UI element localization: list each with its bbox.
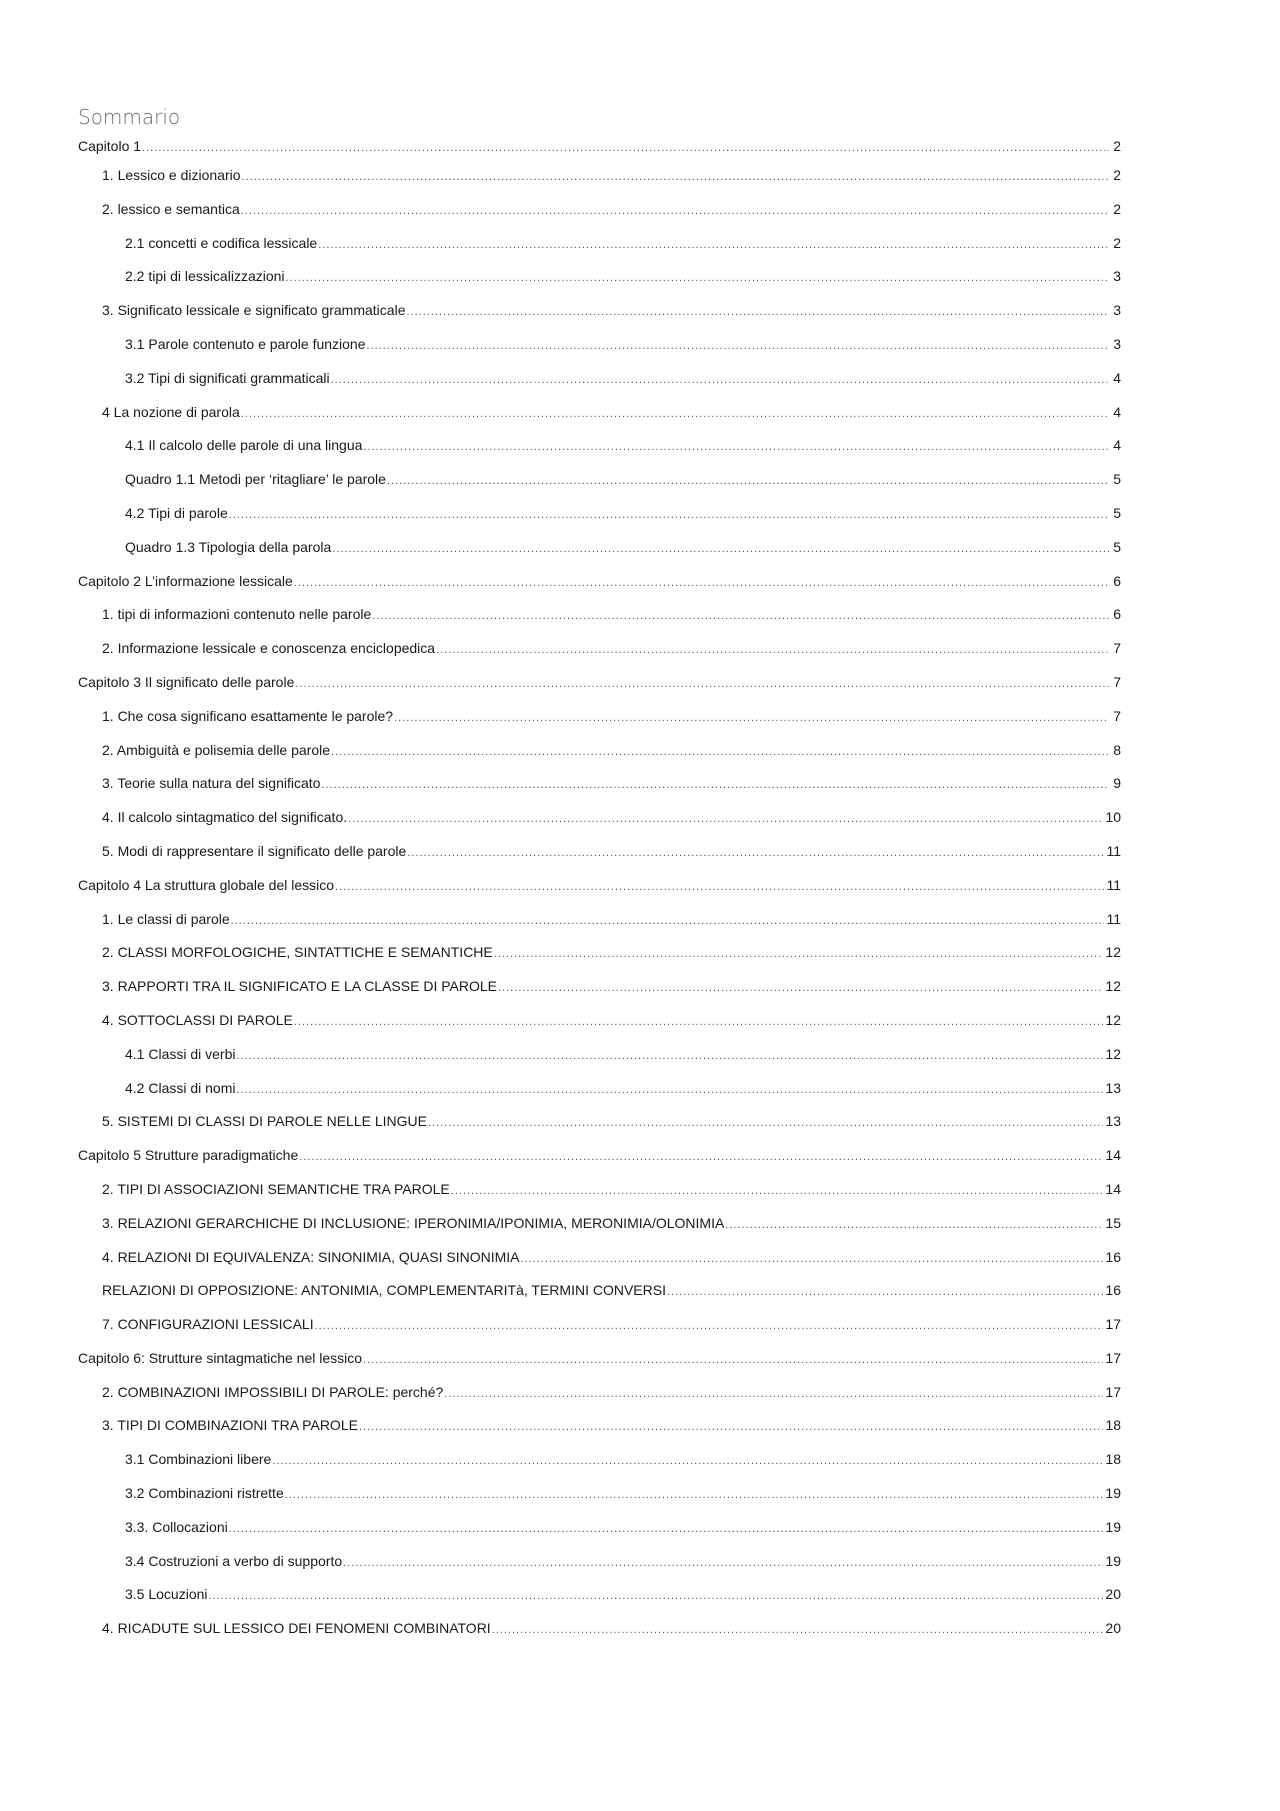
toc-dot-leader — [494, 944, 1104, 964]
toc-entry-label[interactable]: 3. TIPI DI COMBINAZIONI TRA PAROLE — [102, 1417, 358, 1434]
toc-dot-leader — [315, 1316, 1104, 1336]
toc-entry-page-number[interactable]: 20 — [1105, 1586, 1121, 1603]
toc-entry-page-number[interactable]: 12 — [1105, 1045, 1121, 1062]
toc-entry-page-number[interactable]: 19 — [1105, 1485, 1121, 1502]
toc-entry[interactable] — [78, 706, 1121, 740]
toc-entry-page-number[interactable]: 3 — [1113, 335, 1121, 352]
toc-entry[interactable] — [78, 1348, 1121, 1382]
toc-entry-label[interactable]: 3. RELAZIONI GERARCHICHE DI INCLUSIONE: IPERONIMIA/IPONIMIA, MERONIMIA/OLONIMIA — [102, 1214, 725, 1231]
toc-entry[interactable] — [78, 909, 1121, 943]
toc-dot-leader — [498, 978, 1103, 998]
toc-entry-page-number[interactable]: 17 — [1105, 1349, 1121, 1366]
toc-entry[interactable] — [78, 1213, 1121, 1247]
toc-dot-leader — [209, 1586, 1104, 1606]
toc-entry-page-number[interactable]: 6 — [1113, 606, 1121, 623]
toc-dot-leader — [335, 877, 1104, 897]
toc-entry-label[interactable]: 3. Significato lessicale e significato grammaticale — [102, 302, 406, 319]
toc-entry[interactable] — [78, 537, 1121, 571]
toc-entry-label[interactable]: 2.2 tipi di lessicalizzazioni — [125, 268, 285, 285]
toc-dot-leader — [348, 809, 1103, 829]
toc-dot-leader — [241, 404, 1109, 424]
toc-entry[interactable] — [78, 165, 1121, 199]
toc-entry-label[interactable]: 3. RAPPORTI TRA IL SIGNIFICATO E LA CLASSE DI PAROLE — [102, 978, 497, 995]
toc-entry-page-number[interactable]: 13 — [1105, 1113, 1121, 1130]
toc-entry[interactable] — [78, 773, 1121, 807]
toc-entry-page-number[interactable]: 2 — [1113, 234, 1121, 251]
toc-entry[interactable] — [78, 1314, 1121, 1348]
toc-entry-page-number[interactable]: 12 — [1105, 978, 1121, 995]
toc-entry-page-number[interactable]: 20 — [1105, 1620, 1121, 1637]
toc-dot-leader — [359, 1417, 1103, 1437]
toc-dot-leader — [241, 201, 1109, 221]
toc-entry[interactable] — [78, 402, 1121, 436]
toc-entry[interactable] — [78, 136, 1121, 165]
toc-title: Sommario — [78, 105, 181, 129]
toc-entry[interactable] — [78, 1111, 1121, 1145]
toc-dot-leader — [343, 1553, 1103, 1573]
toc-entry[interactable] — [78, 1179, 1121, 1213]
toc-dot-leader — [231, 911, 1105, 931]
toc-entry-page-number[interactable]: 14 — [1105, 1180, 1121, 1197]
toc-dot-leader — [294, 1012, 1104, 1032]
toc-dot-leader — [242, 167, 1109, 187]
toc-entry[interactable] — [78, 807, 1121, 841]
toc-entry-label[interactable]: 3.5 Locuzioni — [125, 1586, 208, 1603]
toc-dot-leader — [332, 539, 1109, 559]
toc-entry-page-number[interactable]: 2 — [1113, 138, 1121, 154]
toc-dot-leader — [367, 336, 1109, 356]
toc-dot-leader — [667, 1282, 1103, 1302]
toc-entry[interactable] — [78, 1618, 1121, 1652]
toc-entry-label[interactable]: Capitolo 6: Strutture sintagmatiche nel lessico — [78, 1349, 363, 1366]
toc-dot-leader — [520, 1249, 1103, 1269]
toc-entry[interactable] — [78, 435, 1121, 469]
toc-entry[interactable] — [78, 1517, 1121, 1551]
toc-entry[interactable] — [78, 1415, 1121, 1449]
toc-entry-page-number[interactable]: 14 — [1105, 1147, 1121, 1164]
toc-entry[interactable] — [78, 1145, 1121, 1179]
document-page — [78, 104, 1121, 1652]
toc-entry-page-number[interactable]: 19 — [1105, 1552, 1121, 1569]
toc-entry[interactable] — [78, 503, 1121, 537]
toc-entry-label[interactable]: 7. CONFIGURAZIONI LESSICALI — [102, 1316, 314, 1333]
toc-entry-page-number[interactable]: 16 — [1105, 1248, 1121, 1265]
toc-entry-label[interactable]: 3.1 Combinazioni libere — [125, 1451, 272, 1468]
toc-entry-label[interactable]: 1. Lessico e dizionario — [102, 167, 241, 183]
toc-dot-leader — [451, 1181, 1104, 1201]
toc-entry[interactable] — [78, 368, 1121, 402]
toc-entry[interactable] — [78, 199, 1121, 233]
toc-entry-label[interactable]: 5. SISTEMI DI CLASSI DI PAROLE NELLE LINGUE — [102, 1113, 427, 1130]
toc-entry-page-number[interactable]: 5 — [1113, 504, 1121, 521]
toc-entry[interactable] — [78, 1449, 1121, 1483]
toc-entry-label[interactable]: 1. Le classi di parole — [102, 910, 230, 927]
toc-entry-label[interactable]: 4.1 Classi di verbi — [125, 1045, 236, 1062]
toc-entry-page-number[interactable]: 2 — [1113, 200, 1121, 217]
toc-entry-label[interactable]: 4.1 Il calcolo delle parole di una lingua — [125, 437, 363, 454]
toc-entry-page-number[interactable]: 11 — [1106, 876, 1121, 893]
toc-entry[interactable] — [78, 1483, 1121, 1517]
toc-entry-label[interactable]: Quadro 1.3 Tipologia della parola — [125, 538, 332, 555]
toc-dot-leader — [237, 1080, 1104, 1100]
toc-dot-leader — [331, 370, 1109, 390]
toc-entry-label[interactable]: 3.4 Costruzioni a verbo di supporto — [125, 1552, 343, 1569]
toc-entry[interactable] — [78, 604, 1121, 638]
toc-entry-page-number[interactable]: 18 — [1105, 1451, 1121, 1468]
toc-dot-leader — [272, 1451, 1103, 1471]
toc-entry[interactable] — [78, 334, 1121, 368]
toc-entry[interactable] — [78, 1382, 1121, 1416]
toc-list — [78, 136, 1121, 1652]
toc-dot-leader — [286, 268, 1109, 288]
toc-dot-leader — [428, 1113, 1103, 1133]
toc-entry-page-number[interactable]: 17 — [1105, 1316, 1121, 1333]
toc-entry-page-number[interactable]: 5 — [1113, 538, 1121, 555]
toc-entry-page-number[interactable]: 15 — [1105, 1214, 1121, 1231]
toc-entry-label[interactable]: 3.2 Combinazioni ristrette — [125, 1485, 284, 1502]
toc-entry-page-number[interactable]: 11 — [1106, 910, 1121, 927]
toc-entry[interactable] — [78, 469, 1121, 503]
toc-entry[interactable] — [78, 1247, 1121, 1281]
toc-entry-page-number[interactable]: 8 — [1113, 741, 1121, 758]
toc-entry-page-number[interactable]: 12 — [1105, 944, 1121, 961]
toc-entry-page-number[interactable]: 19 — [1105, 1518, 1121, 1535]
toc-dot-leader — [294, 573, 1109, 593]
toc-dot-leader — [295, 674, 1109, 694]
toc-entry-label[interactable]: 4. SOTTOCLASSI DI PAROLE — [102, 1011, 293, 1028]
toc-entry-label[interactable]: 2. CLASSI MORFOLOGICHE, SINTATTICHE E SEMANTICHE — [102, 944, 493, 961]
toc-entry-page-number[interactable]: 10 — [1105, 809, 1121, 826]
toc-entry[interactable] — [78, 1551, 1121, 1585]
toc-dot-leader — [407, 843, 1104, 863]
toc-entry-page-number[interactable]: 9 — [1113, 775, 1121, 792]
toc-dot-leader — [492, 1620, 1104, 1640]
toc-entry-label[interactable]: 4. Il calcolo sintagmatico del significato. — [102, 809, 348, 826]
toc-dot-leader — [318, 235, 1109, 255]
toc-entry-label[interactable]: 4. RICADUTE SUL LESSICO DEI FENOMENI COMBINATORI — [102, 1620, 491, 1637]
toc-entry-page-number[interactable]: 7 — [1113, 673, 1121, 690]
toc-dot-leader — [406, 302, 1109, 322]
toc-entry-page-number[interactable]: 3 — [1113, 302, 1121, 319]
toc-entry-page-number[interactable]: 2 — [1113, 167, 1121, 183]
toc-entry-label[interactable]: 4. RELAZIONI DI EQUIVALENZA: SINONIMIA, QUASI SINONIMIA — [102, 1248, 520, 1265]
toc-entry-label[interactable]: 3. Teorie sulla natura del significato — [102, 775, 321, 792]
toc-dot-leader — [237, 1046, 1104, 1066]
toc-entry-page-number[interactable]: 7 — [1113, 707, 1121, 724]
toc-entry[interactable] — [78, 740, 1121, 774]
toc-dot-leader — [299, 1147, 1103, 1167]
toc-entry-label[interactable]: 3.3. Collocazioni — [125, 1518, 228, 1535]
toc-entry[interactable] — [78, 638, 1121, 672]
toc-entry-label[interactable]: 2. lessico e semantica — [102, 200, 240, 217]
toc-entry-page-number[interactable]: 18 — [1105, 1417, 1121, 1434]
toc-entry-page-number[interactable]: 16 — [1105, 1282, 1121, 1299]
toc-entry[interactable] — [78, 1280, 1121, 1314]
toc-entry-page-number[interactable]: 4 — [1113, 403, 1121, 420]
toc-entry-label[interactable]: Capitolo 2 L’informazione lessicale — [78, 572, 293, 589]
toc-entry-label[interactable]: Capitolo 3 Il significato delle parole — [78, 673, 295, 690]
toc-entry[interactable] — [78, 841, 1121, 875]
toc-entry[interactable] — [78, 300, 1121, 334]
toc-dot-leader — [229, 505, 1109, 525]
toc-entry-label[interactable]: 3.1 Parole contenuto e parole funzione — [125, 335, 366, 352]
toc-entry-page-number[interactable]: 4 — [1113, 369, 1121, 386]
toc-dot-leader — [331, 742, 1109, 762]
toc-entry-label[interactable]: 2.1 concetti e codifica lessicale — [125, 234, 318, 251]
toc-entry[interactable] — [78, 875, 1121, 909]
toc-entry-label[interactable]: 4 La nozione di parola — [102, 403, 240, 420]
toc-dot-leader — [394, 708, 1109, 728]
toc-entry-page-number[interactable]: 12 — [1105, 1011, 1121, 1028]
toc-entry[interactable] — [78, 1584, 1121, 1618]
toc-dot-leader — [229, 1519, 1104, 1539]
toc-entry-page-number[interactable]: 13 — [1105, 1079, 1121, 1096]
toc-entry-page-number[interactable]: 4 — [1113, 437, 1121, 454]
toc-entry[interactable] — [78, 672, 1121, 706]
toc-entry-label[interactable]: 2. TIPI DI ASSOCIAZIONI SEMANTICHE TRA PAROLE — [102, 1180, 450, 1197]
toc-entry-label[interactable]: 1. tipi di informazioni contenuto nelle parole — [102, 606, 372, 623]
toc-dot-leader — [436, 640, 1109, 660]
toc-entry-page-number[interactable]: 11 — [1106, 842, 1121, 859]
toc-entry-label[interactable]: 4.2 Tipi di parole — [125, 504, 228, 521]
toc-entry[interactable] — [78, 233, 1121, 267]
toc-dot-leader — [363, 437, 1109, 457]
toc-entry-label[interactable]: 2. Ambiguità e polisemia delle parole — [102, 741, 331, 758]
toc-entry[interactable] — [78, 976, 1121, 1010]
toc-entry-page-number[interactable]: 6 — [1113, 572, 1121, 589]
toc-entry[interactable] — [78, 1078, 1121, 1112]
toc-entry[interactable] — [78, 266, 1121, 300]
toc-entry-page-number[interactable]: 17 — [1105, 1383, 1121, 1400]
toc-entry-label[interactable]: 2. COMBINAZIONI IMPOSSIBILI DI PAROLE: perché? — [102, 1383, 444, 1400]
toc-entry[interactable] — [78, 1010, 1121, 1044]
toc-entry-page-number[interactable]: 3 — [1113, 268, 1121, 285]
toc-entry-label[interactable]: 1. Che cosa significano esattamente le parole? — [102, 707, 394, 724]
toc-entry[interactable] — [78, 1044, 1121, 1078]
toc-dot-leader — [142, 138, 1109, 158]
toc-dot-leader — [725, 1215, 1103, 1235]
toc-entry-label[interactable]: 4.2 Classi di nomi — [125, 1079, 236, 1096]
toc-entry-label[interactable]: 2. Informazione lessicale e conoscenza enciclopedica — [102, 640, 436, 657]
toc-dot-leader — [285, 1485, 1104, 1505]
toc-entry-label[interactable]: RELAZIONI DI OPPOSIZIONE: ANTONIMIA, COMPLEMENTARITà, TERMINI CONVERSI — [102, 1282, 666, 1299]
toc-entry-label[interactable]: 3.2 Tipi di significati grammaticali — [125, 369, 330, 386]
toc-entry[interactable] — [78, 942, 1121, 976]
toc-dot-leader — [372, 606, 1109, 626]
toc-dot-leader — [444, 1384, 1103, 1404]
toc-entry-label[interactable]: Capitolo 5 Strutture paradigmatiche — [78, 1147, 299, 1164]
toc-entry-page-number[interactable]: 7 — [1113, 640, 1121, 657]
toc-entry-page-number[interactable]: 5 — [1113, 471, 1121, 488]
toc-dot-leader — [321, 775, 1109, 795]
toc-entry-label[interactable]: Capitolo 4 La struttura globale del lessico — [78, 876, 335, 893]
toc-entry-label[interactable]: 5. Modi di rappresentare il significato delle parole — [102, 842, 407, 859]
toc-entry[interactable] — [78, 571, 1121, 605]
toc-entry-label[interactable]: Capitolo 1 — [78, 138, 142, 154]
toc-dot-leader — [363, 1350, 1103, 1370]
toc-entry-label[interactable]: Quadro 1.1 Metodi per ‘ritagliare’ le parole — [125, 471, 386, 488]
toc-dot-leader — [387, 471, 1109, 491]
